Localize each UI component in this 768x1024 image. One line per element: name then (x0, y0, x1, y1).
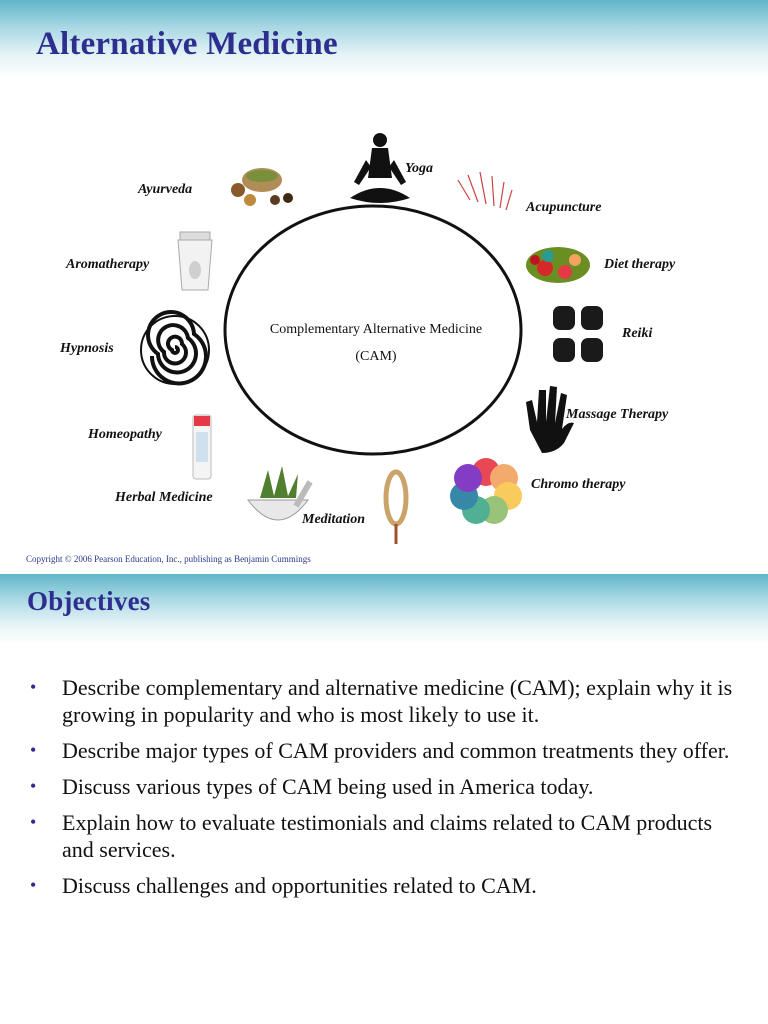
list-item (30, 674, 740, 728)
center-label-line1: Complementary Alternative Medicine (269, 322, 483, 337)
hypnosis-spiral-icon (141, 312, 209, 384)
label-massage-therapy: Massage Therapy (566, 407, 669, 422)
slide-title: Objectives (27, 586, 151, 616)
list-item (30, 809, 740, 863)
bullet-icon: • (30, 875, 37, 895)
objectives-list (30, 674, 740, 908)
homeopathy-bottle-icon (193, 415, 211, 479)
label-ayurveda: Ayurveda (138, 182, 193, 197)
label-reiki: Reiki (622, 326, 653, 341)
label-diet-therapy: Diet therapy (604, 257, 676, 272)
chromo-therapy-icon (450, 458, 522, 524)
bullet-icon: • (30, 677, 37, 697)
diet-therapy-icon (526, 247, 590, 283)
slide-title: Alternative Medicine (36, 26, 338, 62)
reiki-icon (553, 306, 603, 362)
bullet-icon: • (30, 776, 37, 796)
list-item-text: Describe complementary and alternative medicine (CAM); explain why it is growing in popularity and who is most likely to use it. (62, 675, 733, 727)
label-aromatherapy: Aromatherapy (66, 257, 150, 272)
label-herbal-medicine: Herbal Medicine (115, 490, 213, 505)
center-label-line2: (CAM) (355, 349, 397, 364)
slide-objectives (0, 574, 768, 1024)
aromatherapy-icon (178, 232, 212, 290)
cam-diagram (0, 120, 768, 550)
list-item-text: Discuss challenges and opportunities related to CAM. (62, 873, 537, 898)
list-item (30, 773, 740, 800)
copyright-notice: Copyright © 2006 Pearson Education, Inc., publishing as Benjamin Cummings (26, 554, 311, 564)
bullet-icon: • (30, 740, 37, 760)
acupuncture-icon (458, 172, 512, 210)
yoga-icon (350, 133, 410, 203)
label-acupuncture: Acupuncture (526, 200, 602, 215)
list-item (30, 872, 740, 899)
list-item-text: Discuss various types of CAM being used in America today. (62, 774, 594, 799)
list-item (30, 737, 740, 764)
meditation-beads-icon (386, 472, 406, 544)
label-chromo-therapy: Chromo therapy (531, 477, 626, 492)
label-meditation: Meditation (302, 512, 366, 527)
list-item-text: Explain how to evaluate testimonials and claims related to CAM products and services. (62, 810, 713, 862)
bullet-icon: • (30, 812, 37, 832)
label-homeopathy: Homeopathy (88, 427, 162, 442)
label-hypnosis: Hypnosis (60, 341, 114, 356)
ayurveda-icon (231, 168, 293, 206)
list-item-text: Describe major types of CAM providers and common treatments they offer. (62, 738, 730, 763)
label-yoga: Yoga (405, 161, 433, 176)
